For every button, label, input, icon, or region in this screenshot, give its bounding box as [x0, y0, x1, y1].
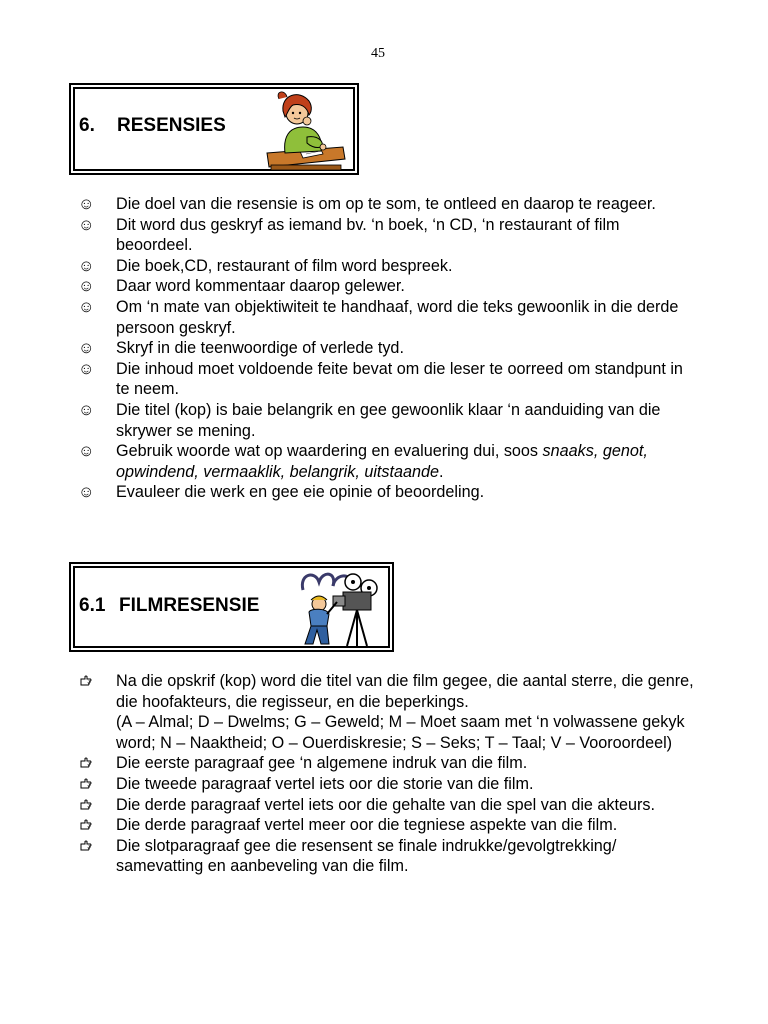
section-title: RESENSIES	[117, 115, 226, 136]
list-item-text: Skryf in die teenwoordige of verlede tyd.	[116, 339, 404, 358]
list-item-text: Die boek,CD, restaurant of film word bespreek.	[116, 256, 453, 275]
smiley-icon: ☺	[78, 297, 95, 316]
smiley-icon: ☺	[78, 195, 95, 213]
section-number: 6.1	[79, 595, 106, 616]
list-item	[78, 795, 698, 816]
smiley-icon: ☺	[78, 359, 95, 378]
list-item-text: Die derde paragraaf vertel meer oor die tegniese aspekte van die film.	[116, 816, 618, 835]
smiley-icon: ☺	[78, 339, 95, 358]
pointing-hand-icon	[78, 795, 94, 816]
pointing-hand-icon	[78, 815, 94, 836]
list-item-text: Die slotparagraaf gee die resensent se finale indrukke/gevolgtrekking/ samevatting en aanbeveling van die film.	[116, 836, 617, 876]
list-item	[78, 194, 698, 215]
list-item	[78, 359, 698, 400]
list-item	[78, 338, 698, 359]
list-item	[78, 400, 698, 441]
list-item	[78, 836, 698, 877]
pointing-hand-icon	[78, 753, 94, 774]
cameraman-illustration	[297, 568, 381, 648]
girl-writing-illustration	[263, 87, 347, 171]
filmresensie-list	[78, 671, 698, 877]
list-item-text: Dit word dus geskryf as iemand bv. ‘n boek, ‘n CD, ‘n restaurant of film beoordeel.	[116, 215, 620, 255]
pointing-hand-icon	[78, 774, 94, 795]
pointing-hand-icon	[78, 836, 94, 857]
smiley-icon: ☺	[78, 277, 95, 296]
list-item	[78, 276, 698, 297]
smiley-icon: ☺	[78, 442, 95, 461]
list-item	[78, 256, 698, 277]
smiley-icon: ☺	[78, 483, 95, 502]
list-item-text: Die inhoud moet voldoende feite bevat om die leser te oorreed om standpunt in te neem.	[116, 359, 683, 399]
list-item	[78, 774, 698, 795]
list-item	[78, 671, 698, 753]
list-item	[78, 753, 698, 774]
list-item-text: Na die opskrif (kop) word die titel van die film gegee, die aantal sterre, die genre, die hoofakteurs, die regisseur, en die beperkings.	[116, 672, 694, 711]
list-item-text: Die derde paragraaf vertel iets oor die gehalte van die spel van die akteurs.	[116, 795, 656, 814]
list-item-suffix: .	[439, 462, 444, 481]
list-item-text: Om ‘n mate van objektiwiteit te handhaaf, word die teks gewoonlik in die derde persoon geskryf.	[116, 297, 679, 337]
list-item	[78, 482, 698, 503]
list-item-text: Die doel van die resensie is om op te som, te ontleed en daarop te reageer.	[116, 195, 656, 213]
resensies-list	[78, 194, 698, 503]
list-item	[78, 441, 698, 482]
list-item-text: Evauleer die werk en gee eie opinie of beoordeling.	[116, 483, 485, 502]
list-item-text: Die eerste paragraaf gee ‘n algemene indruk van die film.	[116, 754, 528, 773]
section-heading-resensies	[69, 83, 359, 175]
section-title: FILMRESENSIE	[119, 595, 260, 616]
list-item-text: Daar word kommentaar daarop gelewer.	[116, 277, 405, 296]
section-heading-filmresensie	[69, 562, 394, 652]
smiley-icon: ☺	[78, 400, 95, 419]
list-item-text: Die tweede paragraaf vertel iets oor die storie van die film.	[116, 774, 534, 793]
list-item	[78, 215, 698, 256]
list-item-italic-text: snaaks, genot, opwindend, vermaaklik, belangrik, uitstaande	[116, 442, 648, 481]
list-item	[78, 297, 698, 338]
list-item-text: Gebruik woorde wat op waardering en evaluering dui, soos	[116, 442, 543, 461]
smiley-icon: ☺	[78, 256, 95, 275]
list-item	[78, 815, 698, 836]
section-number: 6.	[79, 115, 95, 136]
page-number: 45	[371, 46, 385, 61]
smiley-icon: ☺	[78, 215, 95, 234]
list-item-text: Die titel (kop) is baie belangrik en gee gewoonlik klaar ‘n aanduiding van die skrywer se mening.	[116, 400, 661, 440]
pointing-hand-icon	[78, 671, 94, 692]
list-item-extra-text: (A – Almal; D – Dwelms; G – Geweld; M – Moet saam met ‘n volwassene gekyk word; N – Naaktheid; O – Ouerdiskresie; S – Seks; T – Taal; V – Vooroordeel)	[116, 713, 685, 752]
